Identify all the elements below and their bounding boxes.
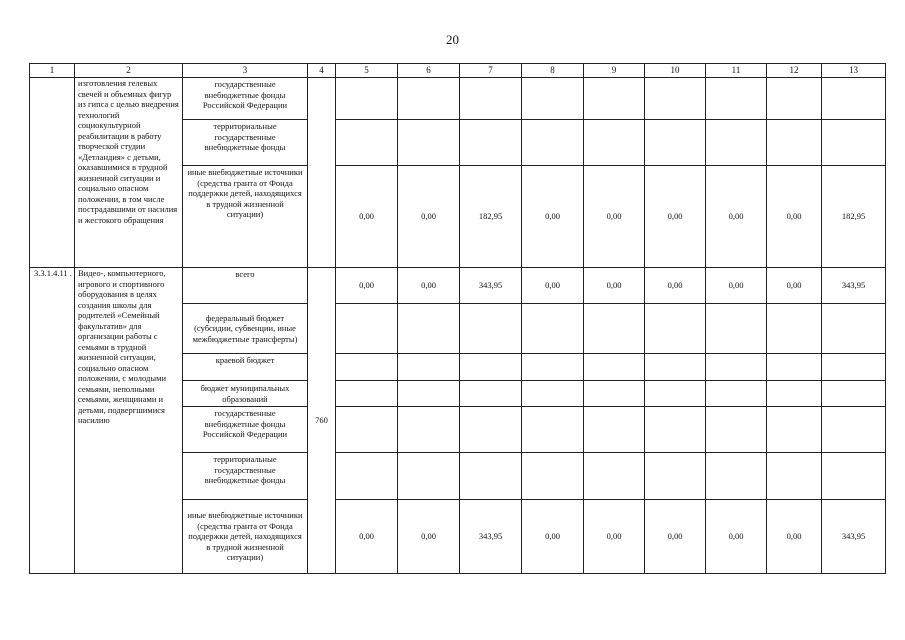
funding-source: государственные внебюджетные фонды Российской Федерации: [183, 78, 308, 120]
value-cell: [822, 78, 886, 120]
funding-source: государственные внебюджетные фонды Российской Федерации: [183, 407, 308, 453]
budget-table: [29, 63, 886, 574]
value-cell: [460, 381, 522, 407]
value-cell: 0,00: [645, 268, 706, 304]
value-cell: [460, 453, 522, 500]
column-number-cell: 1: [30, 64, 75, 78]
value-cell: 0,00: [584, 166, 645, 268]
value-cell: [460, 120, 522, 166]
value-cell: 0,00: [522, 268, 584, 304]
value-cell: [522, 381, 584, 407]
value-cell: [584, 78, 645, 120]
value-cell: 0,00: [398, 268, 460, 304]
measure-name: Видео-, компьютерного, игрового и спортивного оборудования в целях создания школы для родителей «Семейный факультатив» для организации работы с семьями в трудной жизненной ситуации, социально опасном положении, с молодыми семьями, неполными семьями, женщинами и детьми, подвергшимися насилию: [75, 268, 183, 574]
value-cell: [645, 304, 706, 354]
value-cell: [706, 453, 767, 500]
column-number-cell: 3: [183, 64, 308, 78]
value-cell: [460, 78, 522, 120]
funding-source: федеральный бюджет (субсидии, субвенции, иные межбюджетные трансферты): [183, 304, 308, 354]
funding-source: бюджет муниципальных образований: [183, 381, 308, 407]
value-cell: [706, 78, 767, 120]
value-cell: 343,95: [822, 268, 886, 304]
value-cell: [522, 407, 584, 453]
column-number-cell: 11: [706, 64, 767, 78]
value-cell: [584, 381, 645, 407]
value-cell: [645, 407, 706, 453]
value-cell: [584, 354, 645, 381]
value-cell: [822, 304, 886, 354]
funding-source: всего: [183, 268, 308, 304]
column-number-cell: 13: [822, 64, 886, 78]
value-cell: [336, 453, 398, 500]
value-cell: [336, 407, 398, 453]
value-cell: [822, 354, 886, 381]
value-cell: [822, 120, 886, 166]
column-number-cell: 2: [75, 64, 183, 78]
value-cell: [645, 381, 706, 407]
column-number-cell: 10: [645, 64, 706, 78]
table-row: [30, 78, 886, 120]
value-cell: [398, 120, 460, 166]
value-cell: [706, 381, 767, 407]
value-cell: 0,00: [336, 500, 398, 574]
value-cell: [336, 381, 398, 407]
col4-value: 760: [308, 268, 336, 574]
value-cell: [398, 304, 460, 354]
value-cell: [336, 304, 398, 354]
value-cell: [398, 407, 460, 453]
value-cell: [522, 78, 584, 120]
value-cell: 0,00: [522, 500, 584, 574]
value-cell: 0,00: [584, 500, 645, 574]
value-cell: [645, 78, 706, 120]
value-cell: [398, 354, 460, 381]
funding-source: иные внебюджетные источники (средства гранта от Фонда поддержки детей, находящихся в трудной жизненной ситуации): [183, 500, 308, 574]
value-cell: [767, 120, 822, 166]
measure-code: 3.3.1.4.11 .: [30, 268, 75, 574]
column-number-cell: 4: [308, 64, 336, 78]
column-number-cell: 5: [336, 64, 398, 78]
value-cell: [584, 120, 645, 166]
funding-source: краевой бюджет: [183, 354, 308, 381]
value-cell: 0,00: [522, 166, 584, 268]
column-number-cell: 9: [584, 64, 645, 78]
value-cell: 0,00: [767, 166, 822, 268]
value-cell: [584, 304, 645, 354]
value-cell: 0,00: [767, 500, 822, 574]
value-cell: [767, 407, 822, 453]
value-cell: [398, 381, 460, 407]
value-cell: [398, 78, 460, 120]
value-cell: [645, 120, 706, 166]
funding-source: территориальные государственные внебюджетные фонды: [183, 453, 308, 500]
table-row: [30, 268, 886, 304]
value-cell: [460, 304, 522, 354]
value-cell: [522, 354, 584, 381]
value-cell: 182,95: [822, 166, 886, 268]
value-cell: 0,00: [706, 268, 767, 304]
value-cell: 0,00: [336, 166, 398, 268]
value-cell: [706, 407, 767, 453]
value-cell: 343,95: [460, 268, 522, 304]
column-number-cell: 7: [460, 64, 522, 78]
value-cell: [398, 453, 460, 500]
value-cell: [767, 78, 822, 120]
value-cell: [706, 120, 767, 166]
value-cell: [822, 381, 886, 407]
value-cell: 0,00: [645, 500, 706, 574]
value-cell: [336, 78, 398, 120]
value-cell: 0,00: [398, 500, 460, 574]
column-number-cell: 6: [398, 64, 460, 78]
measure-name: изготовления гелевых свечей и объемных фигур из гипса с целью внедрения технологий социокультурной реабилитации в работу творческой студии «Детландия» с детьми, оказавшимися в трудной жизненной ситуации и социально опасном положении, в том числе пострадавшими от насилия и жестокого обращения: [75, 78, 183, 268]
value-cell: 343,95: [822, 500, 886, 574]
value-cell: [767, 354, 822, 381]
value-cell: [336, 354, 398, 381]
funding-source: иные внебюджетные источники (средства гранта от Фонда поддержки детей, находящихся в трудной жизненной ситуации): [183, 166, 308, 268]
column-number-cell: 12: [767, 64, 822, 78]
value-cell: [767, 381, 822, 407]
value-cell: 343,95: [460, 500, 522, 574]
value-cell: [822, 453, 886, 500]
value-cell: 0,00: [706, 500, 767, 574]
value-cell: [767, 304, 822, 354]
value-cell: [522, 120, 584, 166]
value-cell: [645, 354, 706, 381]
value-cell: [645, 453, 706, 500]
value-cell: 182,95: [460, 166, 522, 268]
value-cell: 0,00: [706, 166, 767, 268]
value-cell: 0,00: [398, 166, 460, 268]
funding-source: территориальные государственные внебюджетные фонды: [183, 120, 308, 166]
value-cell: [522, 453, 584, 500]
value-cell: 0,00: [767, 268, 822, 304]
page-number: 20: [446, 32, 459, 47]
value-cell: [584, 453, 645, 500]
column-number-cell: 8: [522, 64, 584, 78]
value-cell: 0,00: [645, 166, 706, 268]
value-cell: [336, 120, 398, 166]
value-cell: [460, 354, 522, 381]
value-cell: [767, 453, 822, 500]
value-cell: [460, 407, 522, 453]
value-cell: [706, 354, 767, 381]
value-cell: 0,00: [336, 268, 398, 304]
value-cell: [584, 407, 645, 453]
value-cell: 0,00: [584, 268, 645, 304]
column-number-row: [30, 64, 886, 78]
value-cell: [522, 304, 584, 354]
value-cell: [706, 304, 767, 354]
value-cell: [822, 407, 886, 453]
